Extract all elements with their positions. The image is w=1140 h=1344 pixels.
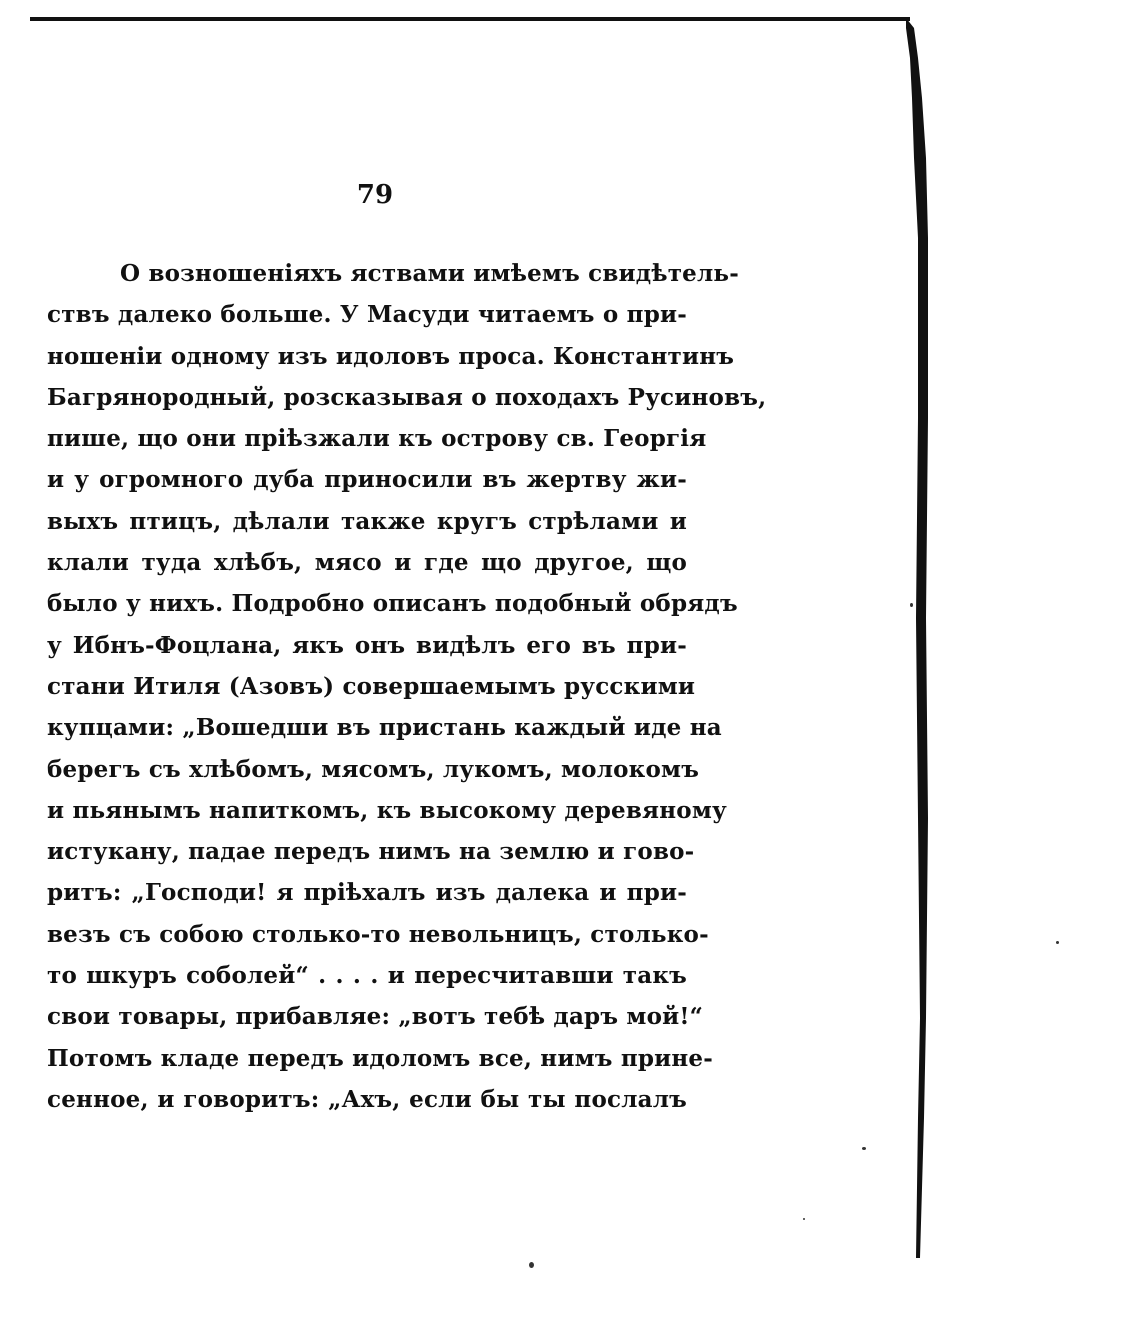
page-top-edge-rule bbox=[30, 17, 910, 21]
text-line: истукану, падае передъ нимъ на землю и гово- bbox=[47, 838, 695, 866]
text-line: везъ съ собою столько-то невольницъ, столько- bbox=[47, 920, 709, 948]
text-line: клали туда хлѣбъ, мясо и где що другое, що bbox=[47, 549, 687, 577]
text-line: сенное, и говоритъ: „Ахъ, если бы ты послалъ bbox=[47, 1085, 687, 1113]
scan-speck bbox=[1056, 941, 1059, 944]
text-line: стани Итиля (Азовъ) совершаемымъ русскими bbox=[47, 672, 696, 700]
text-line: то шкуръ соболей“ . . . . и пересчитавши такъ bbox=[47, 962, 687, 990]
text-line: ношеніи одному изъ идоловъ проса. Константинъ bbox=[47, 342, 735, 370]
text-line: берегъ съ хлѣбомъ, мясомъ, лукомъ, молокомъ bbox=[47, 755, 700, 783]
body-text bbox=[47, 253, 767, 1120]
text-line: ствъ далеко больше. У Масуди читаемъ о при- bbox=[47, 301, 687, 329]
text-line: купцами: „Вошедши въ пристань каждый иде на bbox=[47, 714, 722, 742]
page-number: 79 bbox=[356, 180, 394, 210]
scan-speck bbox=[529, 1262, 534, 1268]
text-line: пише, що они пріѣзжали къ острову св. Георгія bbox=[47, 425, 707, 453]
text-line: выхъ птицъ, дѣлали также кругъ стрѣлами и bbox=[47, 507, 687, 535]
text-line: и пьянымъ напиткомъ, къ высокому деревяному bbox=[47, 796, 727, 824]
text-line: и у огромного дуба приносили въ жертву жи- bbox=[47, 466, 687, 494]
text-line: свои товары, прибавляе: „вотъ тебѣ даръ мой!“ bbox=[47, 1003, 704, 1031]
text-line: Багрянородный, розсказывая о походахъ Русиновъ, bbox=[47, 383, 767, 411]
text-line: у Ибнъ-Фоцлана, якъ онъ видѣлъ его въ при- bbox=[47, 631, 687, 659]
text-line: ритъ: „Господи! я пріѣхалъ изъ далека и при- bbox=[47, 879, 687, 907]
scan-speck bbox=[862, 1147, 866, 1150]
text-line: было у нихъ. Подробно описанъ подобный обрядъ bbox=[47, 590, 738, 618]
text-line: Потомъ кладе передъ идоломъ все, нимъ прине- bbox=[47, 1044, 714, 1072]
page-right-edge-shadow bbox=[904, 18, 934, 1258]
scan-speck bbox=[910, 603, 913, 607]
scan-speck bbox=[803, 1218, 805, 1220]
text-line: О возношеніяхъ яствами имѣемъ свидѣтель- bbox=[120, 260, 739, 287]
